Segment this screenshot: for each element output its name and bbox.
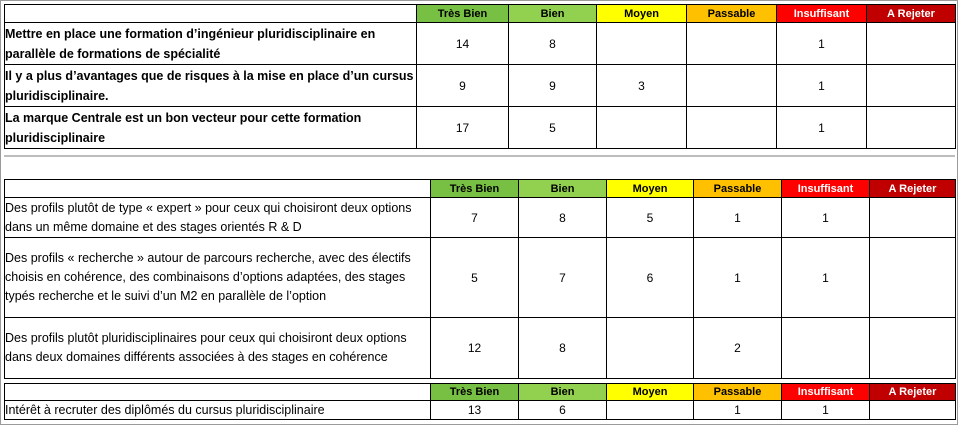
table-1-header-row: [5, 5, 956, 23]
cell-passable: [687, 23, 777, 65]
col-header-a-rejeter: A Rejeter: [870, 384, 956, 401]
cell-tres-bien: 14: [417, 23, 509, 65]
col-header-moyen: Moyen: [607, 384, 694, 401]
cell-moyen: [597, 23, 687, 65]
cell-a-rejeter: [867, 107, 956, 149]
cell-a-rejeter: [867, 65, 956, 107]
divider: [4, 155, 955, 157]
table-row: [5, 401, 956, 420]
cell-insuffisant: 1: [777, 65, 867, 107]
col-header-insuffisant: Insuffisant: [777, 5, 867, 23]
col-header-tres-bien: Très Bien: [417, 5, 509, 23]
table-row: [5, 318, 956, 379]
survey-table-3: [4, 383, 956, 420]
survey-table-2: [4, 179, 956, 379]
cell-tres-bien: 17: [417, 107, 509, 149]
cell-passable: [687, 107, 777, 149]
cell-a-rejeter: [867, 23, 956, 65]
col-header-moyen: Moyen: [597, 5, 687, 23]
cell-passable: 1: [694, 198, 782, 238]
row-label: Des profils plutôt de type « expert » pour ceux qui choisiront deux options dans un même domaine et des stages orientés R & D: [5, 198, 431, 238]
col-header-tres-bien: Très Bien: [431, 384, 519, 401]
cell-a-rejeter: [870, 318, 956, 379]
row-label: Mettre en place une formation d’ingénieur pluridisciplinaire en parallèle de formations de spécialité: [5, 23, 417, 65]
cell-tres-bien: 7: [431, 198, 519, 238]
cell-insuffisant: [782, 318, 870, 379]
cell-insuffisant: 1: [782, 401, 870, 420]
table-row: [5, 198, 956, 238]
cell-insuffisant: 1: [777, 107, 867, 149]
survey-table-1: [4, 4, 956, 149]
cell-bien: 8: [519, 318, 607, 379]
cell-tres-bien: 12: [431, 318, 519, 379]
cell-bien: 5: [509, 107, 597, 149]
table-row: [5, 238, 956, 318]
cell-moyen: 6: [607, 238, 694, 318]
col-header-passable: Passable: [694, 384, 782, 401]
cell-moyen: [607, 401, 694, 420]
cell-passable: 1: [694, 401, 782, 420]
col-header-bien: Bien: [519, 180, 607, 198]
col-header-bien: Bien: [509, 5, 597, 23]
cell-passable: 2: [694, 318, 782, 379]
table-row: [5, 65, 956, 107]
cell-insuffisant: 1: [777, 23, 867, 65]
col-header-insuffisant: Insuffisant: [782, 384, 870, 401]
cell-bien: 9: [509, 65, 597, 107]
cell-a-rejeter: [870, 198, 956, 238]
cell-moyen: [597, 107, 687, 149]
table-row: [5, 23, 956, 65]
col-header-passable: Passable: [687, 5, 777, 23]
cell-bien: 7: [519, 238, 607, 318]
cell-bien: 8: [509, 23, 597, 65]
cell-bien: 6: [519, 401, 607, 420]
col-header-a-rejeter: A Rejeter: [870, 180, 956, 198]
cell-moyen: 5: [607, 198, 694, 238]
col-header-moyen: Moyen: [607, 180, 694, 198]
table-1-header-blank: [5, 5, 417, 23]
col-header-insuffisant: Insuffisant: [782, 180, 870, 198]
cell-moyen: [607, 318, 694, 379]
cell-insuffisant: 1: [782, 198, 870, 238]
cell-tres-bien: 13: [431, 401, 519, 420]
cell-moyen: 3: [597, 65, 687, 107]
cell-a-rejeter: [870, 238, 956, 318]
table-2-header-blank: [5, 180, 431, 198]
cell-insuffisant: 1: [782, 238, 870, 318]
cell-bien: 8: [519, 198, 607, 238]
cell-passable: 1: [694, 238, 782, 318]
row-label: Il y a plus d’avantages que de risques à la mise en place d’un cursus pluridisciplinaire.: [5, 65, 417, 107]
cell-passable: [687, 65, 777, 107]
col-header-tres-bien: Très Bien: [431, 180, 519, 198]
row-label: Des profils « recherche » autour de parcours recherche, avec des électifs choisis en cohérence, des combinaisons d’options adaptées, des stages typés recherche et le suivi d’un M2 en parallèle de l’option: [5, 238, 431, 318]
cell-tres-bien: 5: [431, 238, 519, 318]
cell-a-rejeter: [870, 401, 956, 420]
col-header-passable: Passable: [694, 180, 782, 198]
table-3-header-blank: [5, 384, 431, 401]
col-header-a-rejeter: A Rejeter: [867, 5, 956, 23]
row-label: Des profils plutôt pluridisciplinaires pour ceux qui choisiront deux options dans deux domaines différents associées à des stages en cohérence: [5, 318, 431, 379]
row-label: Intérêt à recruter des diplômés du cursus pluridisciplinaire: [5, 401, 431, 420]
table-3-header-row: [5, 384, 956, 401]
row-label: La marque Centrale est un bon vecteur pour cette formation pluridisciplinaire: [5, 107, 417, 149]
cell-tres-bien: 9: [417, 65, 509, 107]
table-row: [5, 107, 956, 149]
table-2-header-row: [5, 180, 956, 198]
col-header-bien: Bien: [519, 384, 607, 401]
